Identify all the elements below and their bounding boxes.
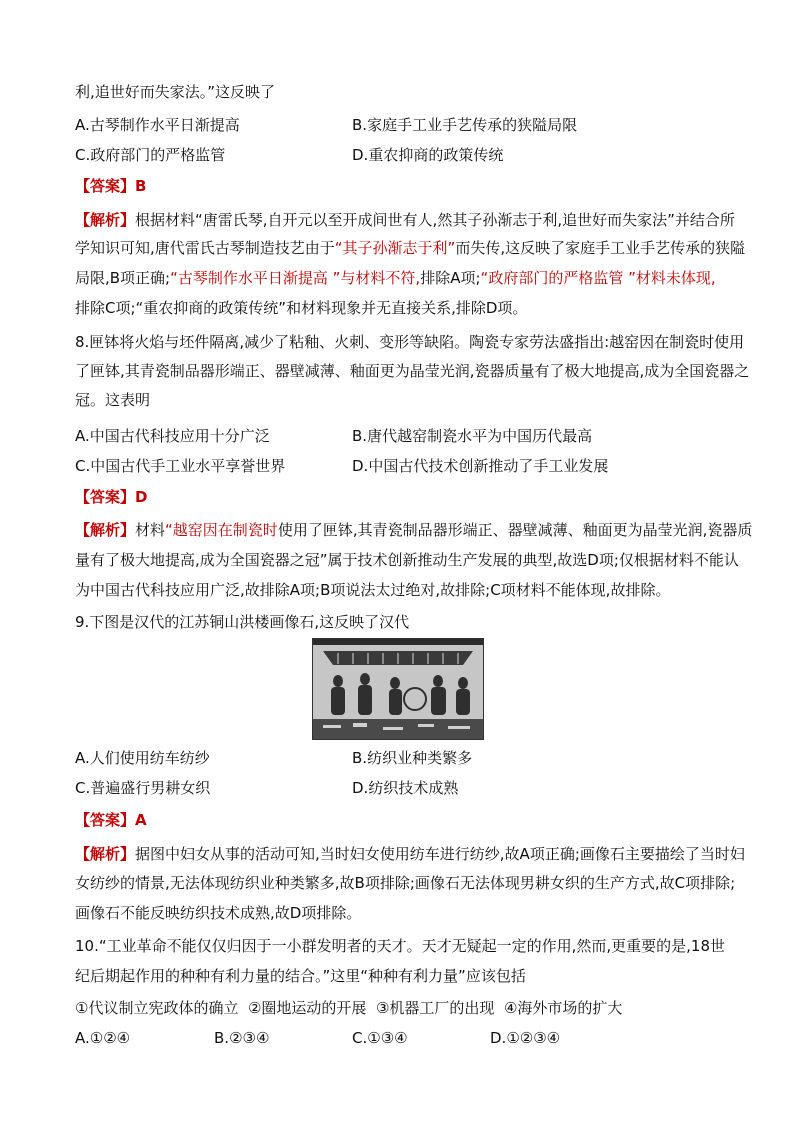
q9-option-d: D.纺织技术成熟 — [352, 779, 459, 797]
q7-analysis-line-1: 【解析】根据材料“唐雷氏琴,自开元以至开成间世有人,然其子孙渐志于利,追世好而失家法”并结合所 — [75, 211, 735, 229]
q10-option-c: C.①③④ — [352, 1029, 408, 1047]
q10-option-a: A.①②④ — [75, 1029, 131, 1047]
q7-option-d: D.重农抑商的政策传统 — [352, 146, 504, 164]
q7-option-b: B.家庭手工业手艺传承的狭隘局限 — [352, 116, 578, 134]
q7-option-a: A.古琴制作水平日渐提高 — [75, 116, 240, 134]
q9-analysis-line-2: 女纺纱的情景,无法体现纺织业种类繁多,故B项排除;画像石无法体现男耕女织的生产方式,故C项排除; — [75, 874, 736, 892]
q8-answer: 【答案】D — [75, 488, 148, 506]
q7-analysis-line-4: 排除C项;“重农抑商的政策传统”和材料现象并无直接关系,排除D项。 — [75, 299, 528, 317]
q8-analysis-line-3: 为中国古代科技应用广泛,故排除A项;B项说法太过绝对,故排除;C项材料不能体现,故排除。 — [75, 581, 671, 599]
q7-analysis-line-3: 局限,B项正确;“古琴制作水平日渐提高 ”与材料不符,排除A项;“政府部门的严格监管 ”材料未体现, — [75, 269, 716, 287]
q10-items: ①代议制立宪政体的确立 ②圈地运动的开展 ③机器工厂的出现 ④海外市场的扩大 — [75, 999, 623, 1017]
q7-stem-tail: 利,追世好而失家法。”这反映了 — [75, 83, 276, 101]
q8-stem-line-2: 了匣钵,其青瓷制品器形端正、器壁减薄、釉面更为晶莹光润,瓷器质量有了极大地提高,成为全国瓷器之 — [75, 362, 750, 380]
q10-option-b: B.②③④ — [214, 1029, 270, 1047]
q9-stem: 9.下图是汉代的江苏铜山洪楼画像石,这反映了汉代 — [75, 613, 410, 631]
q9-answer: 【答案】A — [75, 811, 147, 829]
stone-relief-image — [312, 638, 484, 740]
q8-option-c: C.中国古代手工业水平享誉世界 — [75, 457, 286, 475]
q8-stem-line-1: 8.匣钵将火焰与坯件隔离,减少了粘釉、火刺、变形等缺陷。陶瓷专家劳法盛指出:越窑因在制瓷时使用 — [75, 333, 745, 351]
q8-option-b: B.唐代越窑制瓷水平为中国历代最高 — [352, 427, 593, 445]
q7-analysis-line-2: 学知识可知,唐代雷氏古琴制造技艺由于“其子孙渐志于利”而失传,这反映了家庭手工业手艺传承的狭隘 — [75, 239, 746, 257]
q10-option-d: D.①②③④ — [490, 1029, 561, 1047]
stone-relief-drawing — [313, 639, 483, 739]
q7-option-c: C.政府部门的严格监管 — [75, 146, 226, 164]
q8-option-a: A.中国古代科技应用十分广泛 — [75, 427, 270, 445]
q9-analysis-line-3: 画像石不能反映纺织技术成熟,故D项排除。 — [75, 904, 362, 922]
q7-answer: 【答案】B — [75, 177, 147, 195]
q9-option-b: B.纺织业种类繁多 — [352, 749, 473, 767]
q8-analysis-line-1: 【解析】材料“越窑因在制瓷时使用了匣钵,其青瓷制品器形端正、器壁减薄、釉面更为晶莹光润,瓷器质 — [75, 521, 753, 539]
q9-analysis-line-1: 【解析】据图中妇女从事的活动可知,当时妇女使用纺车进行纺纱,故A项正确;画像石主要描绘了当时妇 — [75, 845, 745, 863]
q10-stem-line-2: 纪后期起作用的种种有利力量的结合。”这里“种种有利力量”应该包括 — [75, 967, 526, 985]
q9-option-a: A.人们使用纺车纺纱 — [75, 749, 210, 767]
q8-option-d: D.中国古代技术创新推动了手工业发展 — [352, 457, 609, 475]
q9-option-c: C.普遍盛行男耕女织 — [75, 779, 211, 797]
q8-analysis-line-2: 量有了极大地提高,成为全国瓷器之冠”属于技术创新推动生产发展的典型,故选D项;仅根据材料不能认 — [75, 551, 739, 569]
q8-stem-line-3: 冠。这表明 — [75, 391, 151, 409]
q10-stem-line-1: 10.“工业革命不能仅仅归因于一小群发明者的天才。天才无疑起一定的作用,然而,更重要的是,18世 — [75, 937, 726, 955]
